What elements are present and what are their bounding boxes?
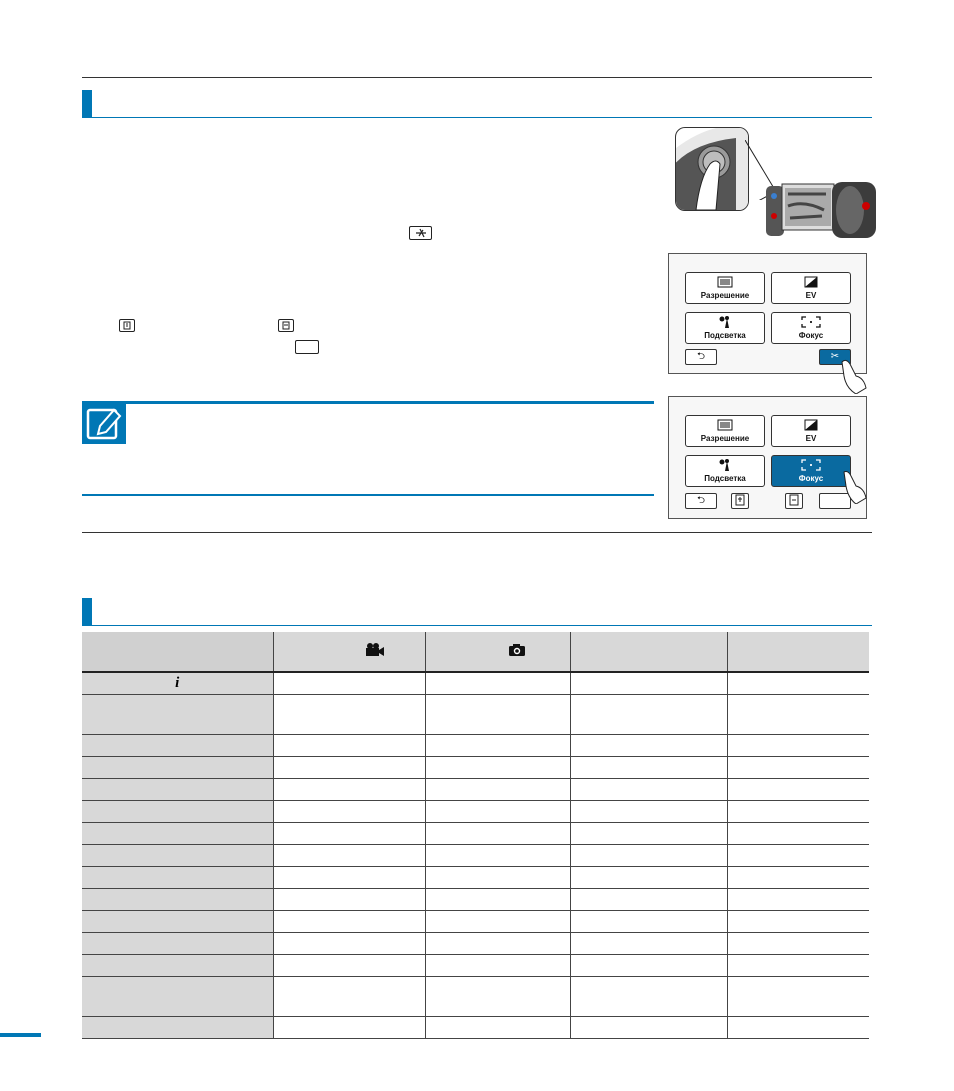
table-row-label xyxy=(82,822,273,844)
table-cell xyxy=(273,694,425,734)
resolution-button[interactable] xyxy=(685,272,765,304)
focus-button-selected[interactable] xyxy=(771,455,851,487)
table-cell xyxy=(570,910,727,932)
table-cell xyxy=(273,844,425,866)
section-marker xyxy=(82,598,92,626)
table-row xyxy=(82,822,869,844)
blank-button-icon xyxy=(295,340,319,354)
table-cell xyxy=(425,672,570,694)
table-cell xyxy=(570,734,727,756)
menu-panel-bottom xyxy=(668,396,867,519)
focus-icon xyxy=(800,315,822,329)
section-marker xyxy=(82,90,92,118)
focus-button[interactable] xyxy=(771,312,851,344)
table-cell xyxy=(425,844,570,866)
table-cell xyxy=(273,888,425,910)
table-cell xyxy=(273,1016,425,1038)
back-button[interactable] xyxy=(685,349,717,365)
table-row xyxy=(82,932,869,954)
table-cell xyxy=(727,976,869,1016)
backlight-button[interactable] xyxy=(685,455,765,487)
table-row-label xyxy=(82,672,273,694)
table-header-cell xyxy=(570,632,727,672)
section-header-1 xyxy=(82,90,872,118)
table-cell xyxy=(727,800,869,822)
table-row-label xyxy=(82,756,273,778)
ev-icon xyxy=(804,276,818,288)
table-row-label xyxy=(82,844,273,866)
note-icon xyxy=(82,404,126,444)
table-cell xyxy=(570,1016,727,1038)
table-header-row xyxy=(82,632,869,672)
table-cell xyxy=(727,954,869,976)
table-cell xyxy=(273,866,425,888)
table-cell xyxy=(727,756,869,778)
focus-label: Фокус xyxy=(798,331,824,340)
page-side-tab xyxy=(0,1033,41,1037)
table-row xyxy=(82,910,869,932)
table-cell xyxy=(425,778,570,800)
table-row xyxy=(82,954,869,976)
table-row xyxy=(82,800,869,822)
table-cell xyxy=(425,910,570,932)
ev-button[interactable] xyxy=(771,415,851,447)
focus-far-icon xyxy=(278,319,294,332)
table-row-label xyxy=(82,954,273,976)
section-bottom-rule xyxy=(82,532,872,533)
table-row-label xyxy=(82,778,273,800)
table-cell xyxy=(425,694,570,734)
resolution-icon xyxy=(717,276,733,288)
resolution-icon xyxy=(717,419,733,431)
table-row-label xyxy=(82,734,273,756)
top-rule xyxy=(82,77,872,78)
focus-icon xyxy=(800,458,822,472)
table-cell xyxy=(273,734,425,756)
back-icon: ⮌ xyxy=(696,351,705,362)
table-cell xyxy=(727,822,869,844)
table-cell xyxy=(425,756,570,778)
table-cell xyxy=(570,778,727,800)
table-row xyxy=(82,866,869,888)
focus-label: Фокус xyxy=(798,474,824,483)
table-cell xyxy=(727,1016,869,1038)
table-row xyxy=(82,844,869,866)
table-row-label xyxy=(82,888,273,910)
table-cell xyxy=(273,672,425,694)
focus-far-icon xyxy=(789,494,799,506)
table-row xyxy=(82,1016,869,1038)
table-row xyxy=(82,976,869,1016)
table-cell xyxy=(273,822,425,844)
table-cell xyxy=(570,672,727,694)
table-cell xyxy=(727,932,869,954)
table-cell xyxy=(570,800,727,822)
table-cell xyxy=(273,800,425,822)
zoom-illustration xyxy=(675,127,749,211)
table-cell xyxy=(570,866,727,888)
resolution-label: Разрешение xyxy=(700,291,750,300)
table-cell xyxy=(570,888,727,910)
table-cell xyxy=(570,954,727,976)
section-underline xyxy=(82,625,872,626)
camcorder-illustration xyxy=(764,176,876,240)
table-cell xyxy=(425,734,570,756)
table-row xyxy=(82,778,869,800)
table-cell xyxy=(425,822,570,844)
section-header-2 xyxy=(82,598,872,626)
section-underline xyxy=(82,117,872,118)
back-button[interactable] xyxy=(685,493,717,509)
table-cell xyxy=(273,910,425,932)
table-row-label xyxy=(82,694,273,734)
focus-near-icon xyxy=(119,319,135,332)
table-row-label xyxy=(82,800,273,822)
table-cell xyxy=(425,932,570,954)
ev-button[interactable] xyxy=(771,272,851,304)
menu-panel-top xyxy=(668,253,867,374)
backlight-label: Подсветка xyxy=(704,331,746,340)
table-cell xyxy=(273,932,425,954)
table-cell xyxy=(570,756,727,778)
back-icon: ⮌ xyxy=(696,495,705,506)
finger-pointer-icon xyxy=(838,358,868,394)
table-cell xyxy=(570,822,727,844)
info-icon: i xyxy=(175,674,180,691)
table-cell xyxy=(727,778,869,800)
focus-near-button[interactable] xyxy=(731,493,749,509)
note-top-rule xyxy=(82,401,654,404)
table-row-label xyxy=(82,910,273,932)
edit-mode-icon xyxy=(409,226,432,240)
finger-pointer-icon xyxy=(840,470,868,504)
table-row xyxy=(82,888,869,910)
focus-far-button[interactable] xyxy=(785,493,803,509)
table-cell xyxy=(425,800,570,822)
table-cell xyxy=(727,866,869,888)
table-cell xyxy=(727,888,869,910)
table-cell xyxy=(570,932,727,954)
table-cell xyxy=(425,954,570,976)
photo-camera-icon xyxy=(508,643,526,657)
table-cell xyxy=(273,756,425,778)
table-row xyxy=(82,756,869,778)
backlight-button[interactable] xyxy=(685,312,765,344)
table-cell xyxy=(727,694,869,734)
table-row xyxy=(82,694,869,734)
table-header-photo xyxy=(425,632,570,672)
table-row-label xyxy=(82,866,273,888)
focus-near-icon xyxy=(735,494,745,506)
backlight-icon xyxy=(717,458,733,472)
video-camera-icon xyxy=(365,643,385,657)
ev-label: EV xyxy=(805,291,817,300)
backlight-label: Подсветка xyxy=(704,474,746,483)
table-cell xyxy=(273,976,425,1016)
table-cell xyxy=(273,778,425,800)
table-cell xyxy=(727,910,869,932)
table-row xyxy=(82,672,869,694)
note-bottom-rule xyxy=(82,494,654,496)
table-cell xyxy=(570,694,727,734)
table-header-cell xyxy=(82,632,273,672)
table-row-label xyxy=(82,1016,273,1038)
availability-table xyxy=(82,632,869,1039)
resolution-label: Разрешение xyxy=(700,434,750,443)
backlight-icon xyxy=(717,315,733,329)
table-cell xyxy=(273,954,425,976)
table-cell xyxy=(727,734,869,756)
resolution-button[interactable] xyxy=(685,415,765,447)
table-cell xyxy=(570,844,727,866)
table-cell xyxy=(727,844,869,866)
ev-label: EV xyxy=(805,434,817,443)
ev-icon xyxy=(804,419,818,431)
table-header-cell xyxy=(727,632,869,672)
scissors-icon: ✂ xyxy=(830,351,840,362)
table-header-video xyxy=(273,632,425,672)
table-cell xyxy=(727,672,869,694)
table-row-label xyxy=(82,976,273,1016)
table-row xyxy=(82,734,869,756)
table-cell xyxy=(570,976,727,1016)
table-cell xyxy=(425,976,570,1016)
table-cell xyxy=(425,1016,570,1038)
table-row-label xyxy=(82,932,273,954)
table-cell xyxy=(425,866,570,888)
table-cell xyxy=(425,888,570,910)
